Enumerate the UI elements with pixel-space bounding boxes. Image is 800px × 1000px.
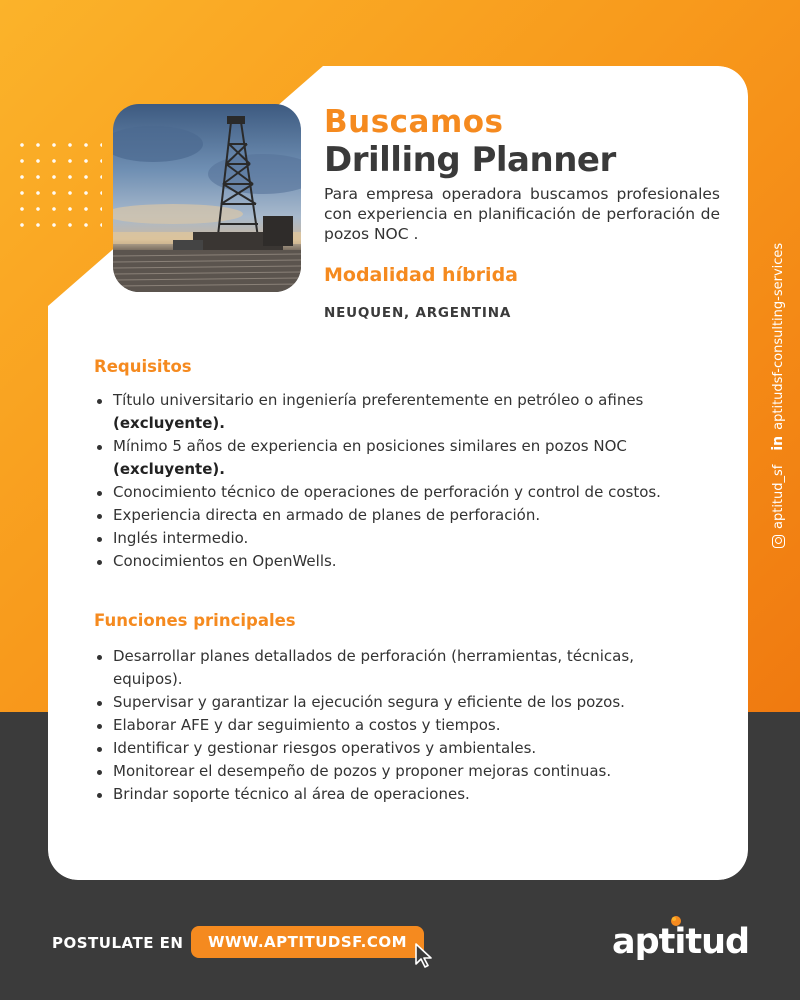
apply-url-button[interactable]: WWW.APTITUDSF.COM xyxy=(191,926,424,958)
functions-title: Funciones principales xyxy=(94,611,296,630)
list-item: Desarrollar planes detallados de perforación (herramientas, técnicas, equipos). xyxy=(94,645,704,691)
list-item: Título universitario en ingeniería preferentemente en petróleo o afines (excluyente). xyxy=(94,389,704,435)
list-item: Experiencia directa en armado de planes de perforación. xyxy=(94,504,704,527)
list-item: Identificar y gestionar riesgos operativos y ambientales. xyxy=(94,737,704,760)
drilling-rig-photo xyxy=(113,104,301,292)
list-item: Mínimo 5 años de experiencia en posiciones similares en pozos NOC (excluyente). xyxy=(94,435,704,481)
brand-logo: aptitud xyxy=(612,922,750,962)
list-item: Inglés intermedio. xyxy=(94,527,704,550)
requirements-title: Requisitos xyxy=(94,357,192,376)
list-item: Supervisar y garantizar la ejecución segura y eficiente de los pozos. xyxy=(94,691,704,714)
linkedin-icon: in xyxy=(770,435,786,451)
social-handles xyxy=(770,243,786,548)
job-intro: Para empresa operadora buscamos profesionales con experiencia en planificación de perforación de pozos NOC . xyxy=(324,185,720,243)
list-item: Elaborar AFE y dar seguimiento a costos y tiempos. xyxy=(94,714,704,737)
instagram-icon xyxy=(772,535,785,548)
job-location: NEUQUEN, ARGENTINA xyxy=(324,305,512,321)
apply-label: POSTULATE EN xyxy=(52,934,184,952)
list-item: Conocimientos en OpenWells. xyxy=(94,550,704,573)
list-item: Conocimiento técnico de operaciones de perforación y control de costos. xyxy=(94,481,704,504)
functions-list xyxy=(94,645,704,806)
dot-pattern xyxy=(14,137,102,233)
job-title: Drilling Planner xyxy=(324,140,616,180)
instagram-handle[interactable]: aptitud_sf xyxy=(770,464,786,529)
list-item: Brindar soporte técnico al área de operaciones. xyxy=(94,783,704,806)
eyebrow-heading: Buscamos xyxy=(324,104,504,140)
linkedin-handle[interactable]: aptitudsf-consulting-services xyxy=(770,242,786,430)
work-modality: Modalidad híbrida xyxy=(324,264,518,286)
list-item: Monitorear el desempeño de pozos y proponer mejoras continuas. xyxy=(94,760,704,783)
requirements-list xyxy=(94,389,704,573)
cursor-arrow-icon xyxy=(414,942,436,968)
